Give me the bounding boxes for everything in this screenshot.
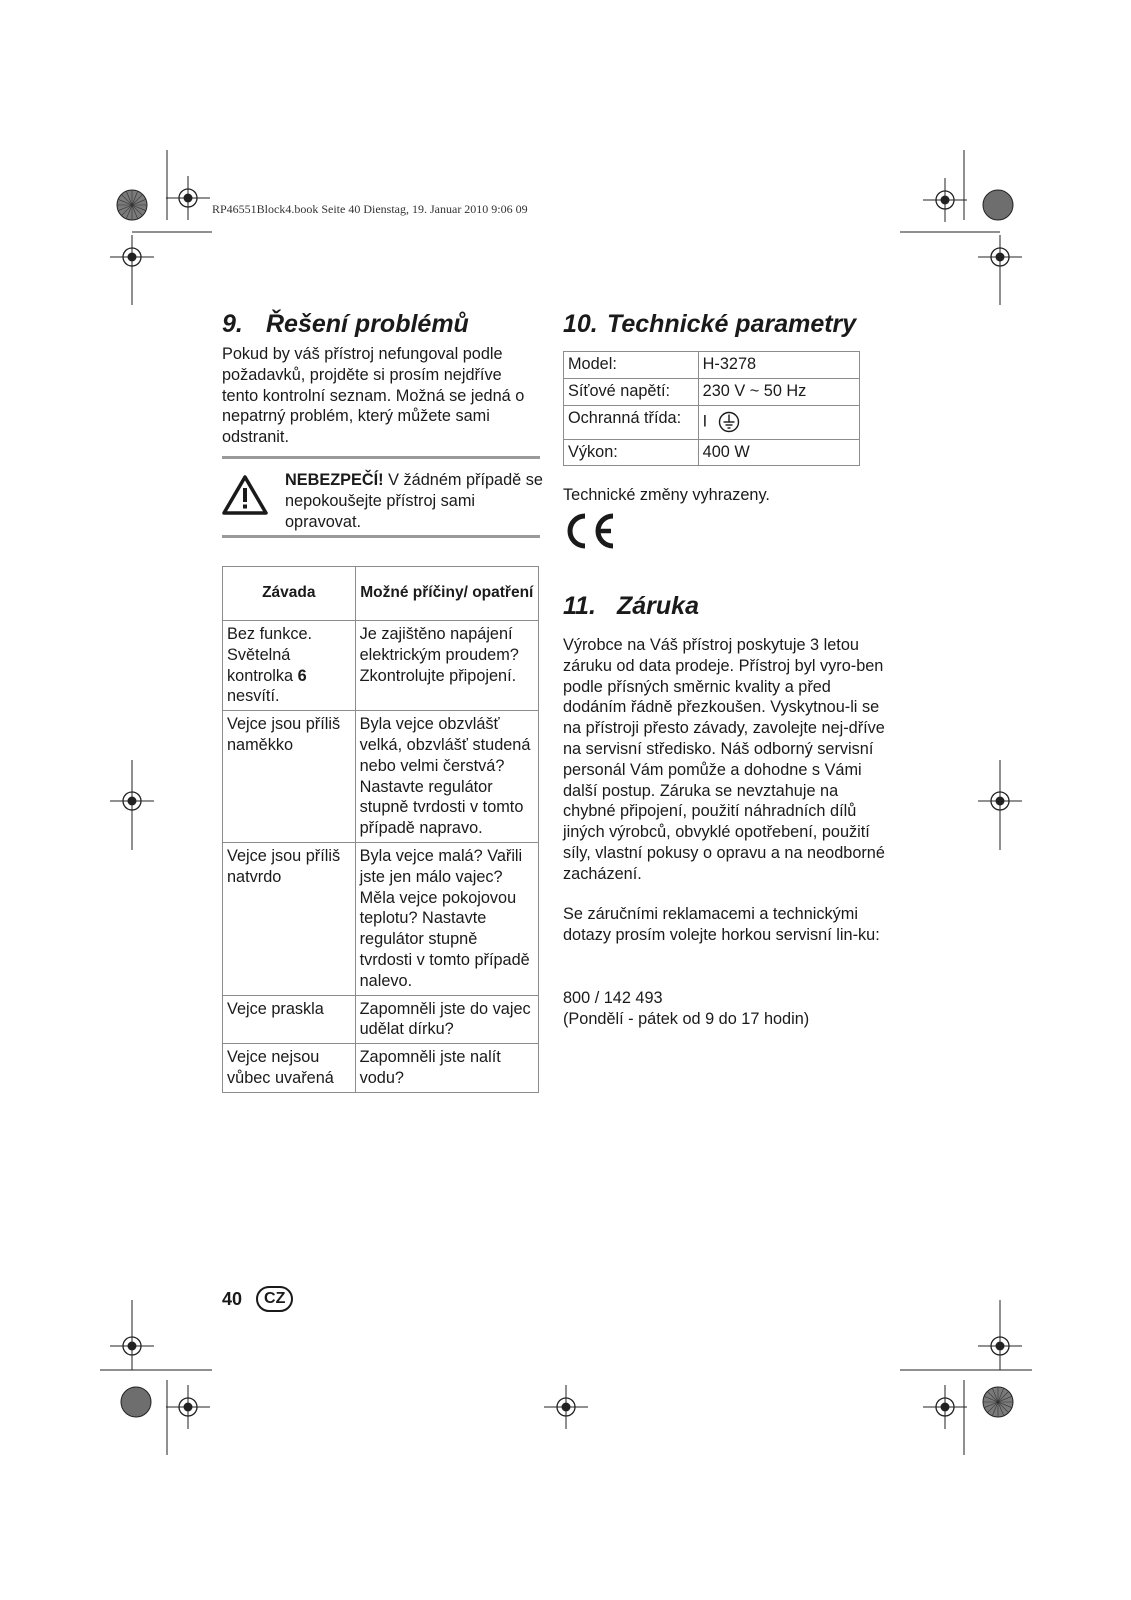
table-row (223, 621, 539, 711)
table-row (223, 995, 539, 1044)
fault-cell: Bez funkce. Světelná kontrolka 6 nesvítí. (223, 621, 356, 711)
fault-cell: Vejce praskla (223, 995, 356, 1044)
fault-cell: Vejce jsou příliš naměkko (223, 711, 356, 843)
protective-earth-icon (718, 411, 740, 433)
section-9-title: Řešení problémů (266, 310, 469, 338)
section-11-number: 11. (563, 592, 596, 620)
spec-row (564, 352, 860, 379)
divider-bottom (222, 535, 540, 538)
warning-triangle-icon (222, 475, 268, 515)
column-header-remedy: Možné příčiny/ opatření (355, 567, 538, 621)
spec-value-cell (698, 405, 859, 439)
spec-row (564, 405, 860, 439)
section-11-title: Záruka (617, 592, 699, 620)
hotline-phone: 800 / 142 493 (563, 989, 663, 1007)
table-row (223, 842, 539, 995)
remedy-cell: Byla vejce malá? Vařili jste jen málo vajec? Měla vejce pokojovou teplotu? Nastavte regulátor stupně tvrdosti v tomto případě nalevo. (355, 842, 538, 995)
technical-changes-note: Technické změny vyhrazeny. (563, 486, 770, 504)
section-9-intro: Pokud by váš přístroj nefungoval podle požadavků, projděte si prosím nejdříve tento kontrolní seznam. Možná se jedná o nepatrný problém, který můžete sami odstranit. (222, 345, 525, 447)
spec-label: Ochranná třída: (564, 405, 699, 439)
section-9-number: 9. (222, 310, 243, 338)
spec-value: H-3278 (698, 352, 859, 379)
column-header-fault: Závada (223, 567, 356, 621)
country-code-badge: CZ (256, 1286, 293, 1312)
page-number: 40 (222, 1288, 243, 1309)
spec-label: Model: (564, 352, 699, 379)
section-10-heading (563, 310, 856, 339)
table-row (223, 711, 539, 843)
hotline-hours: (Pondělí - pátek od 9 do 17 hodin) (563, 1010, 810, 1028)
warning-message (285, 470, 543, 532)
spec-value: I (702, 411, 708, 430)
section-10-number: 10. (563, 310, 598, 338)
spec-row (564, 439, 860, 466)
service-paragraph: Se záručními reklamacemi a technickými dotazy prosím volejte horkou servisní lin-ku: (563, 905, 880, 944)
remedy-cell: Zapomněli jste nalít vodu? (355, 1044, 538, 1093)
section-10-title: Technické parametry (607, 310, 857, 338)
spec-label: Výkon: (564, 439, 699, 466)
spec-value: 230 V ~ 50 Hz (698, 378, 859, 405)
section-9-heading (222, 310, 469, 339)
troubleshooting-table (222, 566, 539, 1093)
warning-label: NEBEZPEČÍ! (285, 471, 384, 489)
remedy-cell: Zapomněli jste do vajec udělat dírku? (355, 995, 538, 1044)
warranty-paragraph: Výrobce na Váš přístroj poskytuje 3 letou záruku od data prodeje. Přístroj byl vyro-ben podle přísných směrnic kvality a před dodáním řádně přezkoušen. Vyskytnou-li se na přístroji přesto závady, zavolejte nej-dříve na servisní středisko. Náš odborný servisní personál Vám pomůže a dohodne s Vámi další postup. Záruka se nevztahuje na chybné připojení, použití náhradních dílů jiných výrobců, obvyklé opotřebení, použití síly, vlastní pokusy o opravu a na neodborné zacházení. (563, 636, 885, 883)
specifications-table (563, 351, 860, 466)
table-row (223, 1044, 539, 1093)
section-11-heading (563, 592, 699, 621)
ce-mark-icon (563, 512, 617, 550)
fault-cell: Vejce nejsou vůbec uvařená (223, 1044, 356, 1093)
remedy-cell: Byla vejce obzvlášť velká, obzvlášť studená nebo velmi čerstvá? Nastavte regulátor stupně tvrdosti v tomto případě napravo. (355, 711, 538, 843)
spec-label: Síťové napětí: (564, 378, 699, 405)
divider-top (222, 456, 540, 459)
remedy-cell: Je zajištěno napájení elektrickým proudem? Zkontrolujte připojení. (355, 621, 538, 711)
page-footer (222, 1286, 293, 1312)
fault-cell: Vejce jsou příliš natvrdo (223, 842, 356, 995)
spec-row (564, 378, 860, 405)
print-file-info: RP46551Block4.book Seite 40 Dienstag, 19. Januar 2010 9:06 09 (212, 202, 528, 216)
warning-text: V žádném případě se nepokoušejte přístroj sami opravovat. (285, 471, 543, 531)
table-header-row (223, 567, 539, 621)
spec-value: 400 W (698, 439, 859, 466)
